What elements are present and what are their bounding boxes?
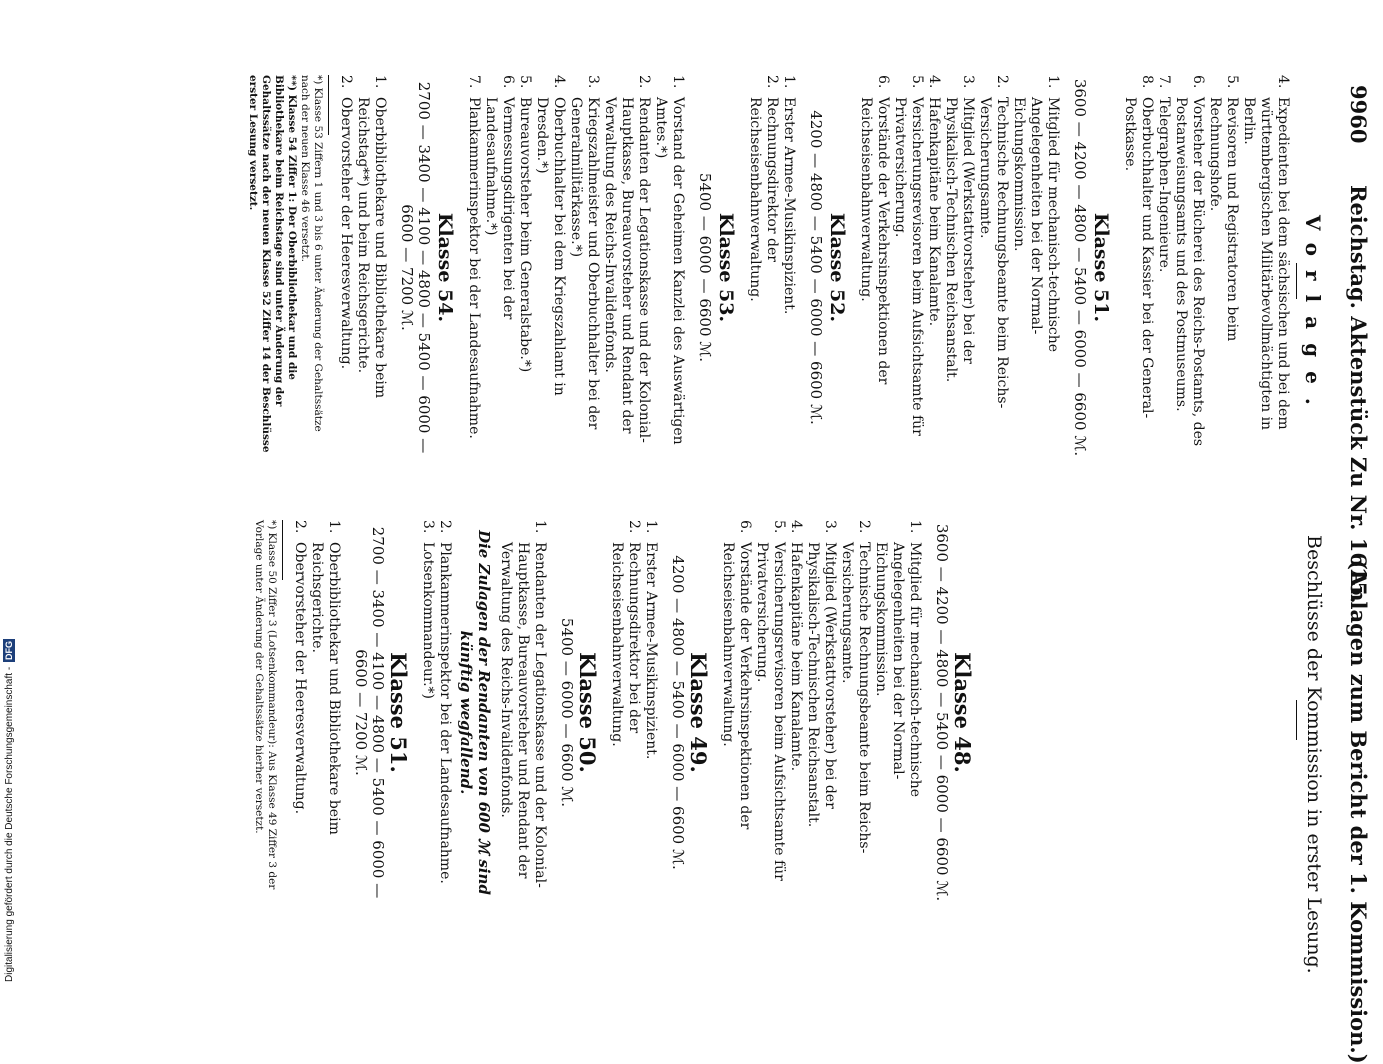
digitization-credit: [0, 0, 20, 1000]
item-number: 8.: [1139, 75, 1155, 89]
list-item: [533, 75, 567, 460]
item-text: Technische Rechnungsbeamte beim Reichs-Versicherungsamte.: [839, 542, 872, 854]
item-number: 4.: [1275, 75, 1291, 89]
list-item: [838, 520, 872, 905]
item-text: Oberbibliothekare und Bibliothekare beim Reichstag**) und beim Reichsgerichte.: [355, 97, 388, 399]
item-text: Expedienten bei dem sächsischen und bei dem württembergischen Militärbevollmächtigten in Berlin.: [1241, 97, 1291, 431]
list-item: [436, 520, 453, 905]
footnote-1: *) Klasse 53 Ziffern 1 und 3 bis 6 unter Änderung der Gehaltssätze nach der neuen Klasse 46 versetzt.: [299, 75, 324, 432]
list-item: [652, 75, 686, 460]
klasse-51-salary: 3600 — 4200 — 4800 — 5400 — 6000 — 6600 ℳ.: [1071, 78, 1089, 457]
list-item: [1172, 75, 1206, 460]
klasse-51-heading: Klasse 51.: [1090, 212, 1112, 323]
item-number: 1.: [907, 520, 923, 534]
item-number: 1.: [326, 520, 342, 534]
item-number: 5.: [771, 520, 787, 534]
list-item: [753, 520, 787, 905]
beschluesse-underline: [1296, 700, 1297, 740]
item-text: Kriegszahlmeister und Oberbuchhalter bei der Generalmilitärkasse.*): [568, 97, 601, 430]
footnote-right: *) Klasse 50 Ziffer 3 (Lotsenkommandeur): Aus Klasse 49 Ziffer 3 der Vorlage unter Änderung der Gehaltssätze hierher versetzt.: [253, 520, 278, 890]
item-number: 5.: [909, 75, 925, 89]
footnote-rule: [328, 75, 329, 135]
item-number: 4.: [926, 75, 942, 89]
list-item: [1206, 75, 1240, 460]
item-number: 2.: [292, 520, 308, 534]
item-number: 2.: [994, 75, 1010, 89]
klasse-49-salary: 4200 — 4800 — 5400 — 6000 — 6600 ℳ.: [669, 555, 687, 870]
item-text: Versicherungsrevisoren beim Aufsichtsamte für Privatversicherung.: [754, 542, 787, 881]
item-text: Mitglied (Werkstattvorsteher) bei der Physikalisch-Technischen Reichsanstalt.: [943, 97, 976, 383]
page-number: 9960: [1346, 85, 1371, 144]
item-number: 1.: [1045, 75, 1061, 89]
klasse-50-heading: Klasse 50.: [575, 652, 600, 773]
item-number: 4.: [788, 520, 804, 534]
list-item: [942, 75, 976, 460]
item-number: 2.: [626, 520, 642, 534]
list-item: [419, 520, 436, 905]
vorlage-title: Vorlage.: [1301, 215, 1325, 419]
rendanten-note: Die Zulagen der Rendanten von 600 ℳ sind künftig wegfallend.: [457, 530, 493, 895]
item-number: 3.: [960, 75, 976, 89]
klasse-53-heading: Klasse 53.: [715, 212, 737, 323]
list-item: [465, 75, 482, 460]
dfg-logo: DFG: [4, 641, 14, 661]
item-text: Obervorsteher der Heeresverwaltung.: [338, 97, 354, 370]
item-number: 2.: [764, 75, 780, 89]
item-number: 6.: [500, 75, 516, 89]
item-text: Rechnungsdirektor der Reichseisenbahnverwaltung.: [747, 97, 780, 302]
title-underline: [1296, 263, 1297, 299]
list-item: [1155, 75, 1172, 460]
klasse-50-items: [497, 520, 548, 905]
list-item: [1121, 75, 1155, 460]
footnote-2: **) Klasse 54 Ziffer 1: Der Oberbibliothekar und die Bibliothekare beim Reichstage sind unter Änderung der Gehaltssätze nach der neuen Klasse 52 Ziffer 14 der Beschlüsse erster Lesung versetzt.: [247, 75, 298, 453]
item-text: Hafenkapitäne beim Kanalamte.: [926, 97, 942, 327]
klasse-53-salary: 5400 — 6000 — 6600 ℳ.: [696, 172, 714, 363]
item-text: Vorstand der Geheimen Kanzlei des Auswärtigen Amtes.*): [653, 97, 686, 445]
item-text: Mitglied für mechanisch-technische Angelegenheiten bei der Normal-Eichungskommission.: [873, 542, 923, 798]
list-item: [925, 75, 942, 460]
beschluesse-title: Beschlüsse der Kommission in erster Lesung.: [1303, 535, 1325, 974]
list-item: [608, 520, 642, 905]
item-text: Mitglied (Werkstattvorsteher) bei der Physikalisch-Technischen Reichsanstalt.: [805, 542, 838, 828]
item-number: 2.: [437, 520, 453, 534]
item-number: 4.: [551, 75, 567, 89]
list-item: [891, 75, 925, 460]
item-text: Erster Armee-Musikinspizient.: [643, 542, 659, 760]
item-text: Oberbuchhalter und Kassier bei der General-Postkasse.: [1122, 97, 1155, 419]
item-text: Plankammerinspektor bei der Landesaufnahme.: [466, 97, 482, 439]
item-text: Vorsteher der Bücherei des Reichs-Postamts, des Postanweisungsamts und des Postmuseums.: [1173, 97, 1206, 447]
klasse-52-items: [746, 75, 797, 460]
item-number: 1.: [532, 520, 548, 534]
list-item: [787, 520, 804, 905]
credit-text: Digitalisierung gefördert durch die Deutsche Forschungsgemeinschaft -: [4, 666, 15, 982]
list-item: [872, 520, 923, 905]
item-number: 2.: [856, 520, 872, 534]
list-item: [746, 75, 780, 460]
list-item: [1010, 75, 1061, 460]
header-subtitle: (Anlagen zum Bericht der 1. Kommission.): [1346, 560, 1371, 1064]
item-number: 7.: [1156, 75, 1172, 89]
list-item: [516, 75, 533, 460]
list-item: [1240, 75, 1291, 460]
item-number: 3.: [585, 75, 601, 89]
item-text: Mitglied für mechanisch-technische Angelegenheiten bei der Normal-Eichungskommission.: [1011, 97, 1061, 353]
item-number: 1.: [670, 75, 686, 89]
item-text: Oberbibliothekar und Bibliothekare beim Reichsgerichte.: [309, 542, 342, 835]
klasse-51-new-heading: Klasse 51.: [386, 652, 411, 773]
list-item: [567, 75, 601, 460]
list-item: [780, 75, 797, 460]
item-number: 6.: [875, 75, 891, 89]
item-text: Lotsenkommandeur.*): [420, 542, 436, 699]
item-text: Erster Armee-Musikinspizient.: [781, 97, 797, 315]
klasse-48-salary: 3600 — 4200 — 4800 — 5400 — 6000 — 6600 ℳ.: [933, 523, 951, 902]
klasse-51-new-items: [291, 520, 342, 905]
item-number: 1.: [781, 75, 797, 89]
klasse-50-items-cont: [419, 520, 453, 905]
klasse-48-heading: Klasse 48.: [950, 652, 975, 773]
klasse-53-items: [465, 75, 686, 460]
list-item: [642, 520, 659, 905]
list-item: [497, 520, 548, 905]
header-title: Reichstag. Aktenstück Zu Nr. 1615.: [1346, 185, 1371, 604]
item-text: Rendanten der Legationskasse und der Kolonial-Hauptkasse, Bureauvorsteher und Rendant der Verwaltung des Reichs-Invalidenfonds.: [602, 97, 652, 443]
klasse-54-salary: 2700 — 3400 — 4100 — 4800 — 5400 — 6000 — 6600 — 7200 ℳ.: [398, 81, 433, 454]
klasse-54-heading: Klasse 54.: [434, 212, 456, 323]
item-text: Hafenkapitäne beim Kanalamte.: [788, 542, 804, 772]
footnote-rule-right: [282, 520, 283, 580]
item-number: 1.: [372, 75, 388, 89]
item-number: 2.: [636, 75, 652, 89]
item-number: 5.: [517, 75, 533, 89]
item-text: Vermessungsdirigenten bei der Landesaufnahme.*): [483, 97, 516, 320]
list-item: [308, 520, 342, 905]
item-text: Vorstände der Verkehrsinspektionen der Reichseisenbahnverwaltung.: [720, 542, 753, 830]
item-number: 6.: [737, 520, 753, 534]
list-item: [291, 520, 308, 905]
item-text: Technische Rechnungsbeamte beim Reichs-Versicherungsamte.: [977, 97, 1010, 409]
klasse-51-new-salary: 2700 — 3400 — 4100 — 4800 — 5400 — 6000 — 6600 — 7200 ℳ.: [352, 526, 387, 899]
top-items: [1121, 75, 1291, 460]
klasse-49-heading: Klasse 49.: [686, 652, 711, 773]
klasse-49-items: [608, 520, 659, 905]
list-item: [804, 520, 838, 905]
item-number: 2.: [338, 75, 354, 89]
item-number: 1.: [643, 520, 659, 534]
klasse-48-items: [719, 520, 923, 905]
list-item: [719, 520, 753, 905]
list-item: [601, 75, 652, 460]
item-number: 6.: [1190, 75, 1206, 89]
item-number: 3.: [420, 520, 436, 534]
item-text: Revisoren und Registratoren beim Rechnungshofe.: [1207, 97, 1240, 342]
item-text: Oberbuchhalter bei dem Kriegszahlamt in Dresden.*): [534, 97, 567, 396]
list-item: [482, 75, 516, 460]
item-text: Bureauvorsteher beim Generalstabe.*): [517, 97, 533, 373]
klasse-54-items: [337, 75, 388, 460]
klasse-51-items: [857, 75, 1061, 460]
item-number: 3.: [822, 520, 838, 534]
item-text: Rechnungsdirektor bei der Reichseisenbahnverwaltung.: [609, 542, 642, 747]
klasse-52-heading: Klasse 52.: [826, 212, 848, 323]
list-item: [857, 75, 891, 460]
klasse-52-salary: 4200 — 4800 — 5400 — 6000 — 6600 ℳ.: [807, 110, 825, 425]
item-text: Versicherungsrevisoren beim Aufsichtsamte für Privatversicherung.: [892, 97, 925, 436]
beschluesse-column: [252, 520, 983, 905]
vorlage-column: [246, 75, 1291, 460]
list-item: [337, 75, 354, 460]
item-text: Vorstände der Verkehrsinspektionen der Reichseisenbahnverwaltung.: [858, 97, 891, 385]
klasse-50-salary: 5400 — 6000 — 6600 ℳ.: [558, 617, 576, 808]
item-number: 7.: [466, 75, 482, 89]
item-number: 5.: [1224, 75, 1240, 89]
list-item: [976, 75, 1010, 460]
item-text: Rendanten der Legationskasse und der Kolonial-Hauptkasse, Bureauvorsteher und Rendant der Verwaltung des Reichs-Invalidenfonds.: [498, 542, 548, 888]
item-text: Telegraphen-Ingenieure.: [1156, 97, 1172, 273]
list-item: [354, 75, 388, 460]
item-text: Plankammerinspektor bei der Landesaufnahme.: [437, 542, 453, 884]
item-text: Obervorsteher der Heeresverwaltung.: [292, 542, 308, 815]
